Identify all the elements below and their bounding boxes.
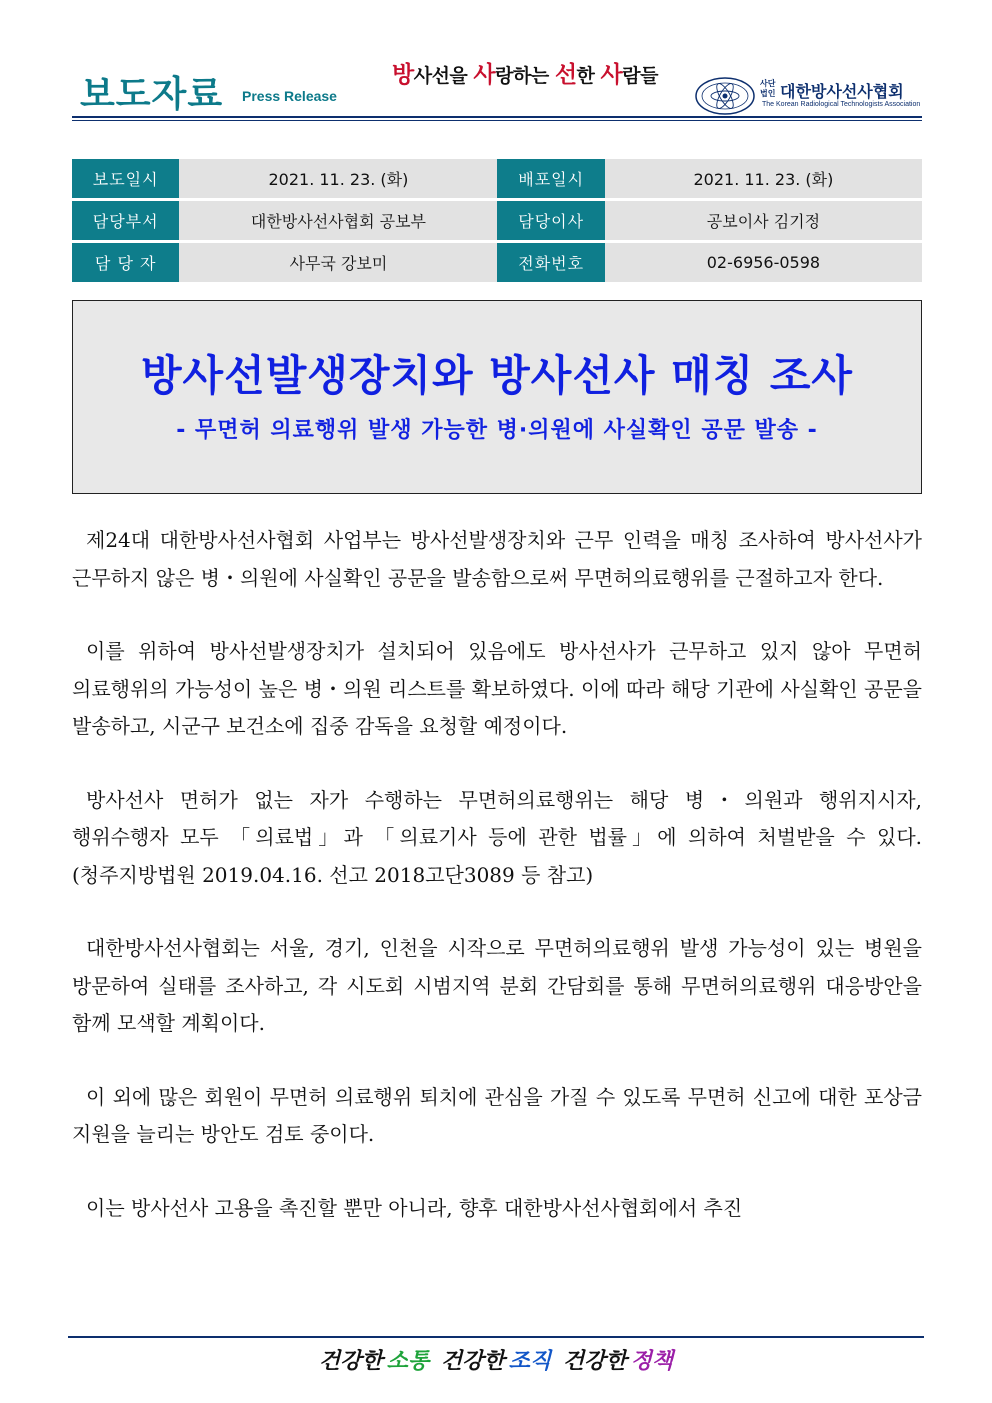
press-release-title: 보도자료 (80, 74, 224, 115)
slogan-part: 사 (473, 62, 496, 88)
header-divider-thin (72, 120, 922, 121)
sub-headline: - 무면허 의료행위 발생 가능한 병·의원에 사실확인 공문 발송 - (176, 418, 818, 443)
paragraph: 이는 방사선사 고용을 촉진할 뿐만 아니라, 향후 대한방사선사협회에서 추진 (86, 1195, 743, 1220)
header-divider (72, 116, 922, 118)
release-info-table (72, 156, 922, 285)
phone-label: 전화번호 (497, 243, 604, 282)
footer-word: 정책 (630, 1349, 674, 1374)
footer-word: 조직 (508, 1349, 552, 1374)
slogan-part: 한 (576, 65, 601, 87)
header (72, 0, 922, 120)
headline-box (72, 300, 922, 494)
contact-person-value: 사무국 강보미 (179, 243, 497, 282)
distribution-date-label: 배포일시 (497, 159, 604, 198)
footer-word: 건강한 (562, 1349, 627, 1374)
paragraph: 제24대 대한방사선사협회 사업부는 방사선발생장치와 근무 인력을 매칭 조사하여 방사선사가 근무하지 않은 병・의원에 사실확인 공문을 발송함으로써 무면허의료행위를 근절하고자 한다. (72, 528, 922, 590)
paragraph: 이를 위하여 방사선발생장치가 설치되어 있음에도 방사선사가 근무하고 있지 않아 무면허 의료행위의 가능성이 높은 병・의원 리스트를 확보하였다. 이에 따라 해당 기관에 사실확인 공문을 발송하고, 시군구 보건소에 집중 감독을 요청할 예정이다. (72, 639, 922, 738)
slogan-part: 람들 (622, 65, 658, 87)
headline: 방사선발생장치와 방사선사 매칭 조사 (140, 351, 854, 400)
footer-word: 건강한 (318, 1349, 383, 1374)
contact-person-label: 담 당 자 (72, 243, 179, 282)
logo-association-english: The Korean Radiological Technologists Association (762, 101, 921, 108)
press-release-english: Press Release (242, 88, 337, 104)
table-row (72, 243, 922, 282)
department-label: 담당부서 (72, 201, 179, 240)
table-row (72, 159, 922, 198)
release-date-label: 보도일시 (72, 159, 179, 198)
slogan-part: 랑하는 (495, 65, 555, 87)
paragraph: 이 외에 많은 회원이 무면허 의료행위 퇴치에 관심을 가질 수 있도록 무면허 신고에 대한 포상금 지원을 늘리는 방안도 검토 중이다. (72, 1084, 922, 1146)
slogan-part: 선 (554, 62, 577, 88)
table-row (72, 201, 922, 240)
director-value: 공보이사 김기정 (605, 201, 922, 240)
logo-corporation-label: 사단법인 (760, 79, 776, 98)
association-logo (694, 76, 924, 116)
distribution-date-value: 2021. 11. 23. (화) (605, 159, 922, 198)
paragraph: 방사선사 면허가 없는 자가 수행하는 무면허의료행위는 해당 병・의원과 행위지시자, 행위수행자 모두 「의료법」과 「의료기사 등에 관한 법률」에 의하여 처벌받을 수 있다.(청주지방법원 2019.04.16. 선고 2018고단3089 등 참고) (72, 787, 922, 887)
slogan-part: 사 (600, 62, 623, 88)
release-date-value: 2021. 11. 23. (화) (179, 159, 497, 198)
paragraph: 대한방사선사협회는 서울, 경기, 인천을 시작으로 무면허의료행위 발생 가능성이 있는 병원을 방문하여 실태를 조사하고, 각 시도회 시범지역 분회 간담회를 통해 무면허의료행위 대응방안을 함께 모색할 계획이다. (72, 936, 922, 1035)
phone-value: 02-6956-0598 (605, 243, 922, 282)
department-value: 대한방사선사협회 공보부 (179, 201, 497, 240)
article-body (72, 522, 922, 1263)
footer-slogan (0, 1344, 992, 1375)
footer-divider (68, 1336, 924, 1338)
slogan-part: 방 (392, 62, 414, 88)
slogan-part: 사선을 (413, 65, 474, 87)
atom-emblem-icon (694, 76, 756, 116)
slogan (392, 56, 658, 89)
footer-word: 소통 (386, 1349, 430, 1374)
footer-word: 건강한 (440, 1349, 505, 1374)
logo-association-name: 대한방사선사협회 (780, 82, 904, 101)
director-label: 담당이사 (497, 201, 604, 240)
